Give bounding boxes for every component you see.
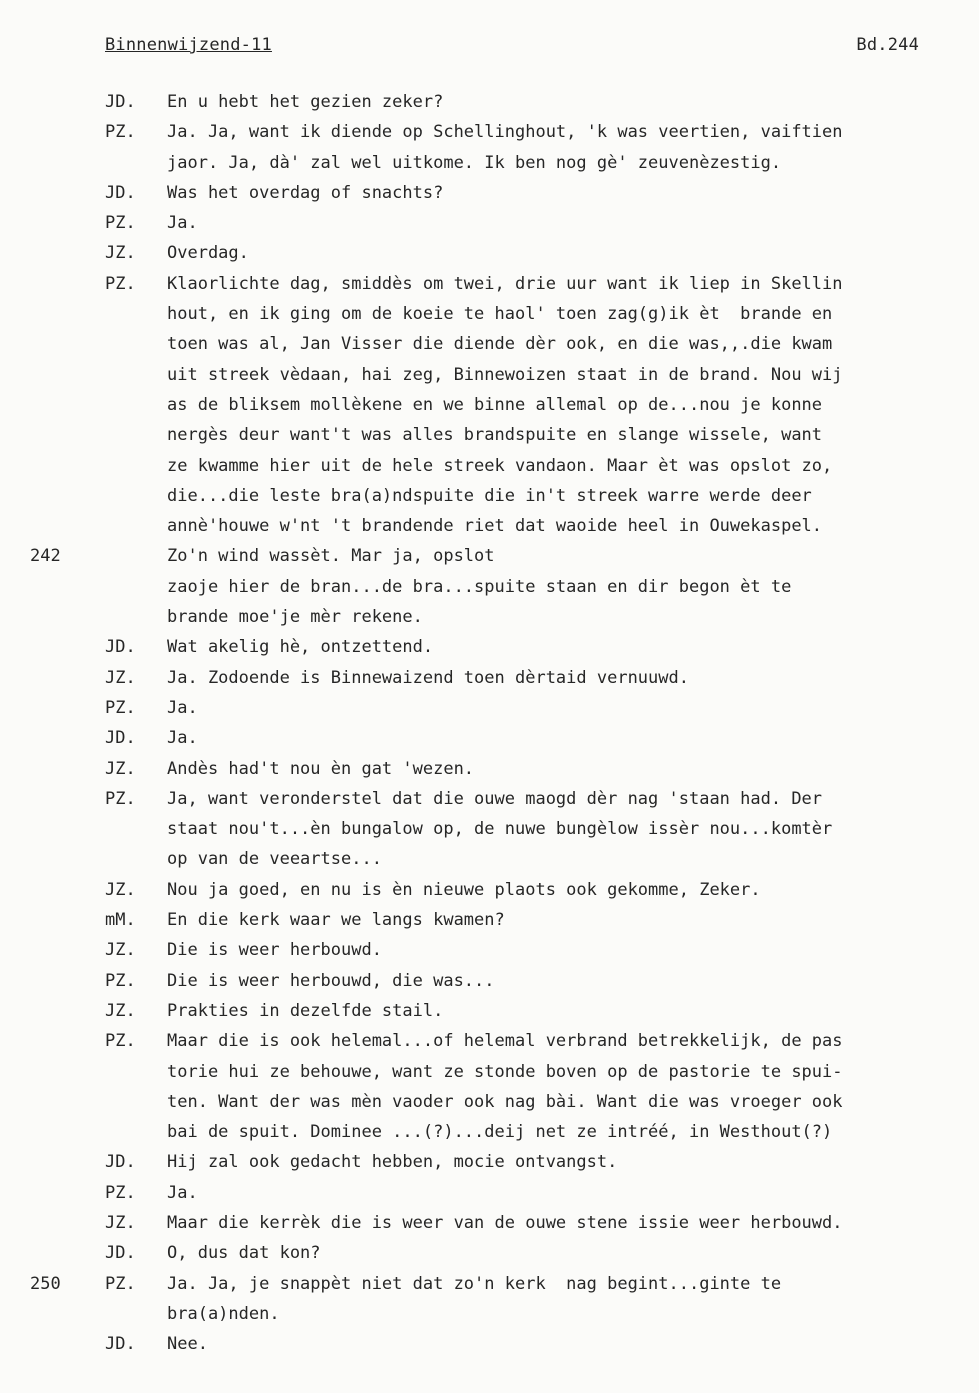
utterance-text: Ja. — [167, 1182, 198, 1203]
transcript-line — [0, 360, 979, 390]
speaker-label: JD. — [105, 728, 136, 749]
utterance-text: toen was al, Jan Visser die diende dèr ook, en die was,,.die kwam — [167, 334, 833, 355]
transcript-line — [0, 1087, 979, 1117]
transcript-entry — [0, 1208, 979, 1238]
speaker-label: JD. — [105, 1334, 136, 1355]
transcript-line — [0, 148, 979, 178]
transcript-line — [0, 238, 979, 268]
transcript-entry — [0, 1269, 979, 1330]
transcript-entry — [0, 87, 979, 117]
transcript-line — [0, 602, 979, 632]
transcript — [0, 87, 979, 1359]
utterance-text: zaoje hier de bran...de bra...spuite staan en dir begon èt te — [167, 576, 792, 597]
utterance-text: Ja. — [167, 213, 198, 234]
transcript-line — [0, 1238, 979, 1268]
utterance-text: nergès deur want't was alles brandspuite en slange wissele, want — [167, 425, 823, 446]
margin-line-number: 242 — [30, 546, 61, 567]
utterance-text: Nee. — [167, 1334, 208, 1355]
transcript-entry — [0, 723, 979, 753]
transcript-entry — [0, 1178, 979, 1208]
utterance-text: Hij zal ook gedacht hebben, mocie ontvangst. — [167, 1152, 618, 1173]
speaker-label: JD. — [105, 637, 136, 658]
utterance-text: annè'houwe w'nt 't brandende riet dat waoide heel in Ouwekaspel. — [167, 516, 823, 537]
transcript-line — [0, 723, 979, 753]
transcript-line — [0, 1208, 979, 1238]
utterance-text: staat nou't...èn bungalow op, de nuwe bungèlow issèr nou...komtèr — [167, 819, 833, 840]
transcript-line — [0, 1147, 979, 1177]
utterance-text: Die is weer herbouwd, die was... — [167, 970, 495, 991]
transcript-line — [0, 390, 979, 420]
speaker-label: JD. — [105, 92, 136, 112]
speaker-label: PZ. — [105, 970, 136, 991]
transcript-line — [0, 1057, 979, 1087]
transcript-entry — [0, 996, 979, 1026]
transcript-line — [0, 1329, 979, 1359]
utterance-text: bra(a)nden. — [167, 1303, 280, 1324]
margin-line-number: 250 — [30, 1273, 61, 1294]
utterance-text: Maar die is ook helemal...of helemal verbrand betrekkelijk, de pas — [167, 1031, 843, 1052]
transcript-line — [0, 966, 979, 996]
utterance-text: op van de veeartse... — [167, 849, 382, 870]
transcript-line — [0, 87, 979, 117]
transcript-entry — [0, 238, 979, 268]
speaker-label: PZ. — [105, 788, 136, 809]
speaker-label: JZ. — [105, 879, 136, 900]
transcript-line — [0, 935, 979, 965]
speaker-label: JZ. — [105, 758, 136, 779]
speaker-label: JZ. — [105, 1000, 136, 1021]
transcript-entry — [0, 1329, 979, 1359]
speaker-label: JZ. — [105, 243, 136, 264]
transcript-line — [0, 1299, 979, 1329]
utterance-text: bai de spuit. Dominee ...(?)...deij net ze intréé, in Westhout(?) — [167, 1122, 833, 1143]
utterance-text: die...die leste bra(a)ndspuite die in't streek warre werde deer — [167, 485, 812, 506]
speaker-label: PZ. — [105, 213, 136, 234]
transcript-entry — [0, 1147, 979, 1177]
utterance-text: Ja. Ja, want ik diende op Schellinghout, 'k was veertien, vaiftien — [167, 122, 843, 143]
transcript-entry — [0, 754, 979, 784]
transcript-line — [0, 905, 979, 935]
utterance-text: O, dus dat kon? — [167, 1243, 321, 1264]
transcript-entry — [0, 632, 979, 662]
transcript-line — [0, 451, 979, 481]
transcript-line — [0, 844, 979, 874]
transcript-entry — [0, 208, 979, 238]
transcript-line — [0, 632, 979, 662]
speaker-label: JD. — [105, 1152, 136, 1173]
page-reference: Bd.244 — [856, 35, 919, 55]
transcript-line — [0, 329, 979, 359]
transcript-line — [0, 420, 979, 450]
speaker-label: PZ. — [105, 273, 136, 294]
transcript-line — [0, 541, 979, 571]
transcript-entry — [0, 784, 979, 875]
transcript-entry — [0, 1238, 979, 1268]
utterance-text: brande moe'je mèr rekene. — [167, 607, 423, 628]
speaker-label: PZ. — [105, 122, 136, 143]
utterance-text: Ja. Ja, je snappèt niet dat zo'n kerk nag begint...ginte te — [167, 1273, 782, 1294]
transcript-entry — [0, 875, 979, 905]
transcript-line — [0, 1117, 979, 1147]
transcript-entry — [0, 1026, 979, 1147]
utterance-text: En die kerk waar we langs kwamen? — [167, 910, 505, 931]
utterance-text: Klaorlichte dag, smiddès om twei, drie uur want ik liep in Skellin — [167, 273, 843, 294]
speaker-label: JZ. — [105, 1212, 136, 1233]
speaker-label: PZ. — [105, 1182, 136, 1203]
transcript-line — [0, 208, 979, 238]
utterance-text: Ja. Zodoende is Binnewaizend toen dèrtaid vernuuwd. — [167, 667, 689, 688]
utterance-text: hout, en ik ging om de koeie te haol' toen zag(g)ik èt brande en — [167, 304, 833, 325]
transcript-line — [0, 572, 979, 602]
utterance-text: En u hebt het gezien zeker? — [167, 92, 444, 112]
utterance-text: Nou ja goed, en nu is èn nieuwe plaots ook gekomme, Zeker. — [167, 879, 761, 900]
transcript-line — [0, 996, 979, 1026]
speaker-label: PZ. — [105, 1273, 136, 1294]
transcript-entry — [0, 905, 979, 935]
speaker-label: JD. — [105, 1243, 136, 1264]
utterance-text: Ja. — [167, 728, 198, 749]
utterance-text: as de bliksem mollèkene en we binne allemal op de...nou je konne — [167, 394, 823, 415]
speaker-label: mM. — [105, 910, 136, 931]
utterance-text: Die is weer herbouwd. — [167, 940, 382, 961]
transcript-line — [0, 1269, 979, 1299]
transcript-line — [0, 269, 979, 299]
transcript-line — [0, 117, 979, 147]
transcript-entry — [0, 663, 979, 693]
transcript-line — [0, 754, 979, 784]
utterance-text: Ja, want veronderstel dat die ouwe maogd dèr nag 'staan had. Der — [167, 788, 823, 809]
transcript-entry — [0, 693, 979, 723]
page-header — [105, 35, 919, 59]
transcript-line — [0, 784, 979, 814]
speaker-label: JZ. — [105, 667, 136, 688]
utterance-text: ten. Want der was mèn vaoder ook nag bài. Want die was vroeger ook — [167, 1091, 843, 1112]
utterance-text: Was het overdag of snachts? — [167, 182, 444, 203]
transcript-line — [0, 663, 979, 693]
transcript-entry — [0, 935, 979, 965]
utterance-text: jaor. Ja, dà' zal wel uitkome. Ik ben nog gè' zeuvenèzestig. — [167, 152, 782, 173]
transcript-line — [0, 875, 979, 905]
utterance-text: uit streek vèdaan, hai zeg, Binnewoizen staat in de brand. Nou wij — [167, 364, 843, 385]
utterance-text: Zo'n wind wassèt. Mar ja, opslot — [167, 546, 495, 567]
utterance-text: Prakties in dezelfde stail. — [167, 1000, 444, 1021]
transcript-line — [0, 814, 979, 844]
transcript-line — [0, 693, 979, 723]
utterance-text: ze kwamme hier uit de hele streek vandaon. Maar èt was opslot zo, — [167, 455, 833, 476]
document-title: Binnenwijzend-11 — [105, 35, 272, 55]
utterance-text: Wat akelig hè, ontzettend. — [167, 637, 434, 658]
transcript-line — [0, 299, 979, 329]
utterance-text: Maar die kerrèk die is weer van de ouwe stene issie weer herbouwd. — [167, 1212, 843, 1233]
utterance-text: Andès had't nou èn gat 'wezen. — [167, 758, 475, 779]
transcript-line — [0, 481, 979, 511]
transcript-line — [0, 1178, 979, 1208]
speaker-label: JD. — [105, 182, 136, 203]
speaker-label: PZ. — [105, 1031, 136, 1052]
utterance-text: Overdag. — [167, 243, 249, 264]
transcript-line — [0, 178, 979, 208]
utterance-text: torie hui ze behouwe, want ze stonde boven op de pastorie te spui- — [167, 1061, 843, 1082]
transcript-entry — [0, 117, 979, 178]
speaker-label: PZ. — [105, 697, 136, 718]
utterance-text: Ja. — [167, 697, 198, 718]
transcript-entry — [0, 178, 979, 208]
transcript-entry — [0, 269, 979, 633]
transcript-entry — [0, 966, 979, 996]
speaker-label: JZ. — [105, 940, 136, 961]
transcript-line — [0, 1026, 979, 1056]
transcript-line — [0, 511, 979, 541]
